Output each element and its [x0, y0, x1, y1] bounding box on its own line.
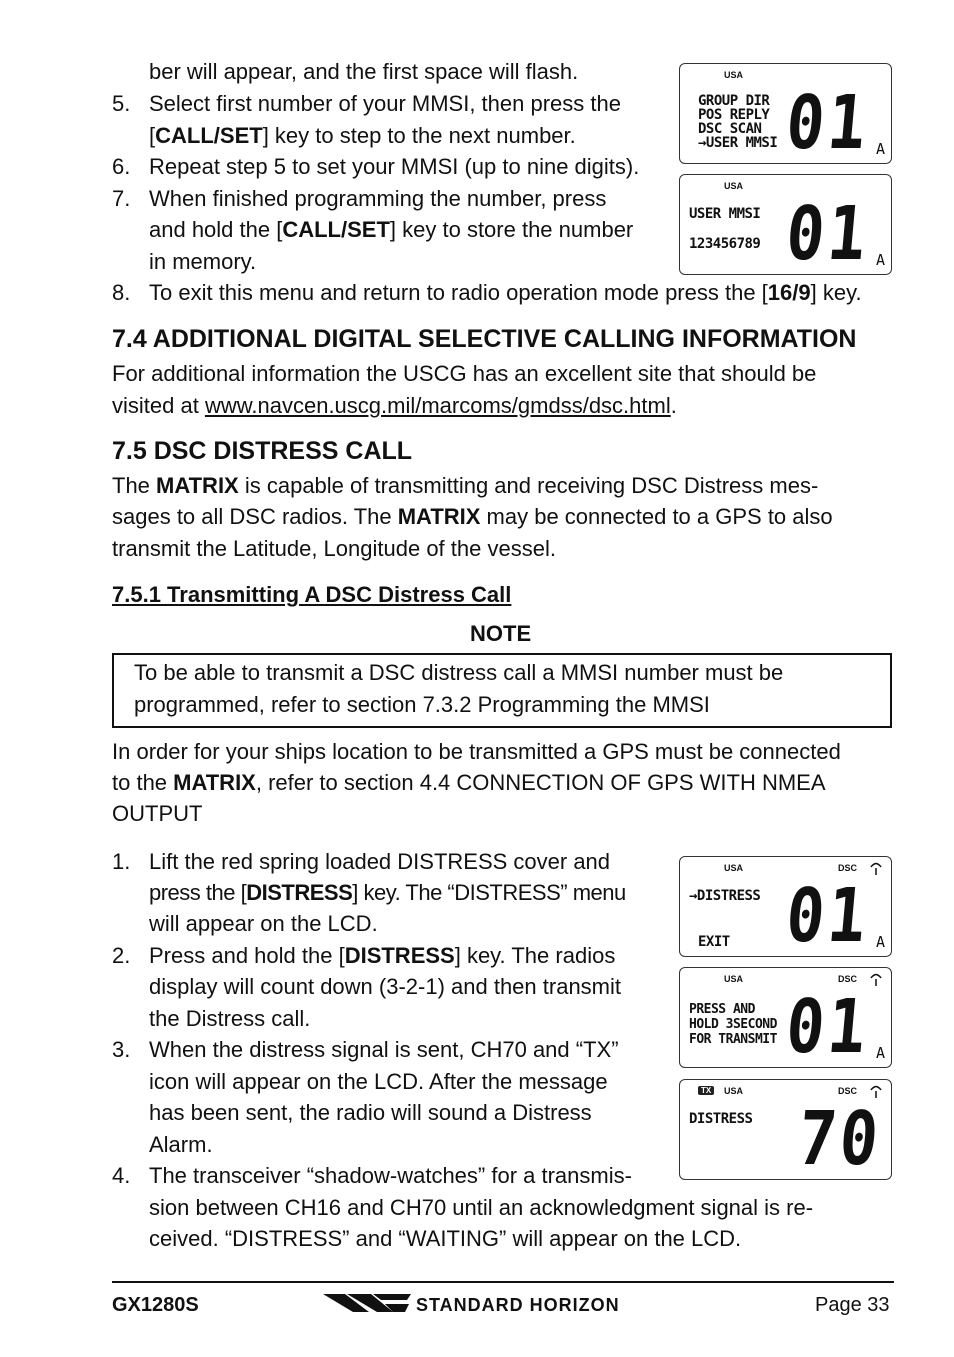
step-3-line2: icon will appear on the LCD. After the message	[149, 1069, 608, 1094]
gps-paragraph-line1: In order for your ships location to be transmitted a GPS must be connected	[112, 739, 841, 764]
lcd-display-press-and-hold	[679, 967, 892, 1068]
gps-paragraph-line3: OUTPUT	[112, 801, 203, 826]
list-number: 4.	[112, 1163, 131, 1188]
list-number: 3.	[112, 1037, 131, 1062]
step-4-line3: ceived. “DISTRESS” and “WAITING” will appear on the LCD.	[149, 1226, 742, 1251]
region-label: USA	[724, 181, 744, 191]
region-label: USA	[724, 863, 744, 873]
lcd-menu-text: PRESS AND HOLD 3SECOND FOR TRANSMIT	[689, 1002, 777, 1047]
dsc-label: DSC	[837, 974, 857, 984]
step-1-line1: Lift the red spring loaded DISTRESS cover and	[149, 849, 611, 874]
section-7-5-line1: The MATRIX is capable of transmitting and receiving DSC Distress mes-	[112, 473, 819, 498]
list-number: 6.	[112, 154, 131, 179]
step-6-text: Repeat step 5 to set your MMSI (up to nine digits).	[149, 154, 640, 179]
section-7-4-heading: 7.4 ADDITIONAL DIGITAL SELECTIVE CALLING INFORMATION	[112, 325, 857, 353]
lcd-channel-suffix: A	[875, 251, 885, 269]
lcd-channel: 01	[782, 191, 873, 277]
section-7-5-line2: sages to all DSC radios. The MATRIX may be connected to a GPS to also	[112, 504, 833, 529]
step-7-line2: and hold the [CALL/SET] key to store the number	[149, 217, 634, 242]
note-line2: programmed, refer to section 7.3.2 Programming the MMSI	[134, 692, 710, 717]
step-2-line2: display will count down (3-2-1) and then transmit	[149, 974, 622, 999]
lcd-line1: USER MMSI	[689, 206, 761, 222]
lcd-line1: DISTRESS	[689, 1111, 753, 1127]
footer-rule	[112, 1281, 894, 1283]
lcd-channel: 01	[782, 873, 873, 959]
step-3-line4: Alarm.	[149, 1132, 213, 1157]
step-4-line1: The transceiver “shadow-watches” for a transmis-	[149, 1163, 632, 1188]
standard-horizon-logo-icon	[323, 1290, 411, 1316]
step-1-line2: press the [DISTRESS] key. The “DISTRESS” menu	[149, 880, 626, 905]
continuation-text: ber will appear, and the first space will flash.	[149, 59, 579, 84]
step-7-line1: When finished programming the number, press	[149, 186, 607, 211]
section-7-4-line1: For additional information the USCG has an excellent site that should be	[112, 361, 817, 386]
note-line1: To be able to transmit a DSC distress call a MMSI number must be	[134, 660, 784, 685]
lcd-line1: →DISTRESS	[689, 888, 761, 904]
footer-brand: STANDARD HORIZON	[416, 1295, 620, 1315]
footer-model: GX1280S	[112, 1294, 199, 1316]
section-7-5-line3: transmit the Latitude, Longitude of the vessel.	[112, 536, 556, 561]
section-7-5-heading: 7.5 DSC DISTRESS CALL	[112, 437, 413, 465]
lcd-channel-suffix: A	[875, 1044, 885, 1062]
lcd-line2: EXIT	[698, 934, 730, 950]
lcd-channel: 70	[794, 1096, 885, 1182]
step-5-line2: [CALL/SET] key to step to the next number.	[149, 123, 576, 148]
lcd-channel: 01	[782, 984, 873, 1070]
dsc-label: DSC	[837, 863, 857, 873]
lcd-channel: 01	[782, 80, 873, 166]
step-2-line3: the Distress call.	[149, 1006, 311, 1031]
uscg-link[interactable]: www.navcen.uscg.mil/marcoms/gmdss/dsc.html	[204, 393, 671, 418]
region-label: USA	[724, 1086, 744, 1096]
lcd-display-distress-menu	[679, 856, 892, 957]
list-number: 5.	[112, 91, 131, 116]
dsc-label: DSC	[837, 1086, 857, 1096]
section-7-5-1-heading: 7.5.1 Transmitting A DSC Distress Call	[112, 582, 512, 607]
list-number: 1.	[112, 849, 131, 874]
list-number: 8.	[112, 280, 131, 305]
lcd-channel-suffix: A	[875, 933, 885, 951]
lcd-menu-text: GROUP DIR POS REPLY DSC SCAN →USER MMSI	[698, 93, 778, 151]
lcd-display-user-mmsi-menu	[679, 63, 892, 164]
step-7-line3: in memory.	[149, 249, 257, 274]
step-2-line1: Press and hold the [DISTRESS] key. The radios	[149, 943, 616, 968]
step-3-line3: has been sent, the radio will sound a Distress	[149, 1100, 592, 1125]
lcd-mmsi-number: 123456789	[689, 236, 761, 252]
step-4-line2: sion between CH16 and CH70 until an acknowledgment signal is re-	[149, 1195, 814, 1220]
lcd-display-distress-ch70	[679, 1079, 892, 1180]
lcd-channel-suffix: A	[875, 140, 885, 158]
section-7-4-line2: visited at www.navcen.uscg.mil/marcoms/gmdss/dsc.html.	[112, 393, 677, 418]
region-label: USA	[724, 974, 744, 984]
step-3-line1: When the distress signal is sent, CH70 and “TX”	[149, 1037, 619, 1062]
step-1-line3: will appear on the LCD.	[149, 911, 378, 936]
list-number: 7.	[112, 186, 131, 211]
step-8-text: To exit this menu and return to radio operation mode press the [16/9] key.	[149, 280, 862, 305]
page-number: Page 33	[815, 1294, 890, 1316]
note-title: NOTE	[470, 621, 532, 646]
region-label: USA	[724, 70, 744, 80]
step-5-line1: Select first number of your MMSI, then press the	[149, 91, 621, 116]
tx-badge: TX	[698, 1086, 714, 1095]
lcd-display-user-mmsi	[679, 174, 892, 275]
gps-paragraph-line2: to the MATRIX, refer to section 4.4 CONNECTION OF GPS WITH NMEA	[112, 770, 826, 795]
list-number: 2.	[112, 943, 131, 968]
